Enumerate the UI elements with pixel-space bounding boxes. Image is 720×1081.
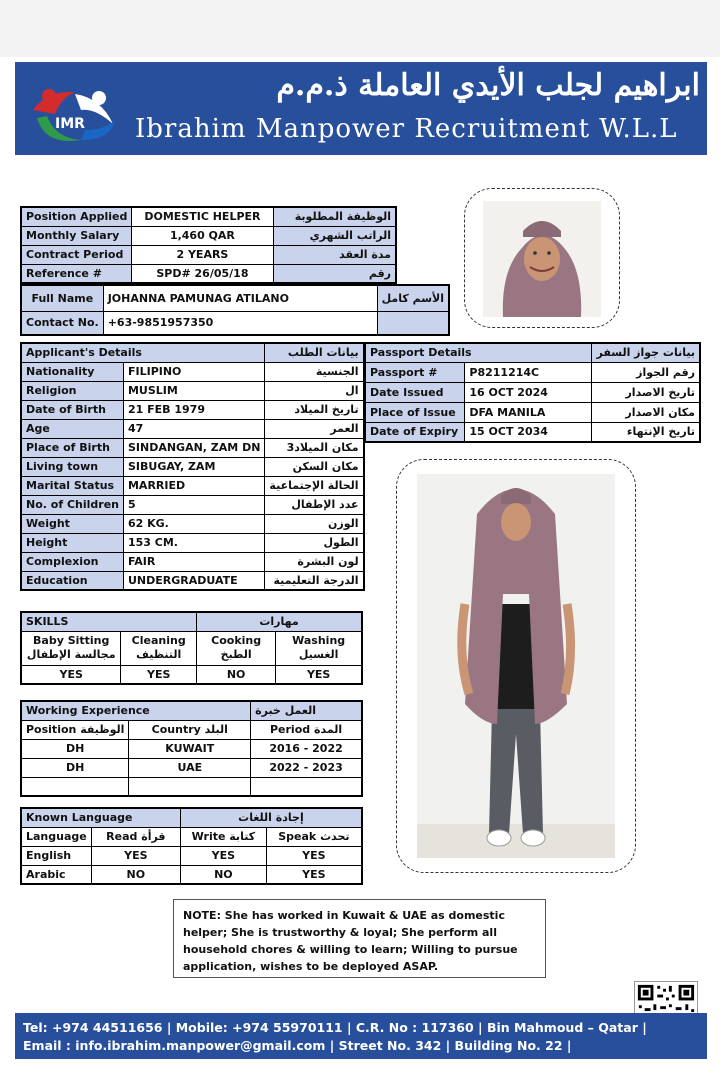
field-label-arabic: مكان الاصدار bbox=[591, 402, 700, 422]
skill-name: Washing الغسيل bbox=[276, 631, 362, 665]
field-value: P8211214C bbox=[465, 362, 591, 382]
field-value: 47 bbox=[123, 419, 264, 438]
full-name-label-arabic: الأسم كامل bbox=[377, 285, 449, 311]
company-logo bbox=[25, 68, 125, 150]
cell-position: DH bbox=[21, 758, 129, 777]
field-label-arabic: الوظيفة المطلوبة bbox=[273, 207, 396, 226]
skill-value: YES bbox=[276, 665, 362, 684]
company-banner bbox=[15, 62, 707, 155]
table-column-headers bbox=[21, 720, 362, 739]
position-table bbox=[20, 206, 397, 284]
field-value: FILIPINO bbox=[123, 362, 264, 381]
skill-value: NO bbox=[196, 665, 275, 684]
field-label: Weight bbox=[21, 514, 123, 533]
column-header: Write كتابة bbox=[180, 827, 266, 846]
cell-country: UAE bbox=[129, 758, 251, 777]
cell-write: YES bbox=[180, 846, 266, 865]
field-label-arabic: الطول bbox=[265, 533, 364, 552]
contact-value: +63-9851957350 bbox=[103, 311, 377, 335]
field-label: No. of Children bbox=[21, 495, 123, 514]
field-label-arabic: الحالة الإجتماعية bbox=[265, 476, 364, 495]
cell-speak: YES bbox=[266, 846, 362, 865]
field-label-arabic: الراتب الشهري bbox=[273, 226, 396, 245]
table-row bbox=[21, 438, 364, 457]
cell-country: KUWAIT bbox=[129, 739, 251, 758]
column-header: Period المدة bbox=[251, 720, 362, 739]
field-value: SINDANGAN, ZAM DN bbox=[123, 438, 264, 457]
field-value: FAIR bbox=[123, 552, 264, 571]
field-label-arabic: تاريخ الإنتهاء bbox=[591, 422, 700, 442]
contact-footer bbox=[15, 1013, 707, 1059]
company-name-arabic: ابراهيم لجلب الأيدي العاملة ذ.م.م bbox=[276, 68, 700, 103]
column-header: Read قرأة bbox=[91, 827, 180, 846]
contact-label: Contact No. bbox=[21, 311, 103, 335]
column-header: Country البلد bbox=[129, 720, 251, 739]
field-value: MUSLIM bbox=[123, 381, 264, 400]
cell-period bbox=[251, 777, 362, 796]
field-label-arabic: تاريخ الميلاد bbox=[265, 400, 364, 419]
cell-period: 2022 - 2023 bbox=[251, 758, 362, 777]
field-label: Monthly Salary bbox=[21, 226, 132, 245]
field-label-arabic: تاريخ الاصدار bbox=[591, 382, 700, 402]
column-header: Position الوظيفة bbox=[21, 720, 129, 739]
table-row bbox=[21, 264, 396, 283]
applicant-details-table bbox=[20, 342, 365, 591]
cell-write: NO bbox=[180, 865, 266, 884]
skill-name: Cleaning التنظيف bbox=[121, 631, 197, 665]
field-label: Living town bbox=[21, 457, 123, 476]
table-row bbox=[21, 207, 396, 226]
field-label: Education bbox=[21, 571, 123, 590]
table-column-headers bbox=[21, 827, 362, 846]
known-language-table bbox=[20, 807, 363, 885]
name-table bbox=[20, 284, 450, 336]
column-header: Speak تحدث bbox=[266, 827, 362, 846]
section-title: Working Experience bbox=[21, 701, 251, 720]
field-label: Date Issued bbox=[365, 382, 465, 402]
field-value: SIBUGAY, ZAM bbox=[123, 457, 264, 476]
table-row bbox=[21, 514, 364, 533]
cell-country bbox=[129, 777, 251, 796]
field-label-arabic: مدة العقد bbox=[273, 245, 396, 264]
section-title-arabic: مهارات bbox=[196, 612, 362, 631]
company-name-english: Ibrahim Manpower Recruitment W.L.L bbox=[135, 114, 678, 144]
table-row bbox=[21, 457, 364, 476]
field-label: Complexion bbox=[21, 552, 123, 571]
table-row bbox=[21, 495, 364, 514]
field-label: Age bbox=[21, 419, 123, 438]
field-label-arabic: رقم الجواز bbox=[591, 362, 700, 382]
field-value: 16 OCT 2024 bbox=[465, 382, 591, 402]
field-label: Place of Birth bbox=[21, 438, 123, 457]
table-row bbox=[21, 846, 362, 865]
field-value: SPD# 26/05/18 bbox=[132, 264, 273, 283]
table-row bbox=[21, 665, 362, 684]
table-row bbox=[21, 285, 449, 311]
field-value: 21 FEB 1979 bbox=[123, 400, 264, 419]
full-name-label: Full Name bbox=[21, 285, 103, 311]
field-value: 153 CM. bbox=[123, 533, 264, 552]
field-label-arabic: الدرجة التعليمية bbox=[265, 571, 364, 590]
full-name-value: JOHANNA PAMUNAG ATILANO bbox=[103, 285, 377, 311]
empty-cell bbox=[377, 311, 449, 335]
headshot-frame bbox=[464, 188, 620, 328]
section-title-arabic: العمل خبرة bbox=[251, 701, 362, 720]
table-row bbox=[21, 571, 364, 590]
field-value: 1,460 QAR bbox=[132, 226, 273, 245]
field-label: Date of Birth bbox=[21, 400, 123, 419]
cell-speak: YES bbox=[266, 865, 362, 884]
passport-details-table bbox=[364, 342, 701, 443]
field-label-arabic: رقم bbox=[273, 264, 396, 283]
field-label: Nationality bbox=[21, 362, 123, 381]
field-label: Marital Status bbox=[21, 476, 123, 495]
field-value: MARRIED bbox=[123, 476, 264, 495]
field-label-arabic: ال bbox=[265, 381, 364, 400]
field-label: Contract Period bbox=[21, 245, 132, 264]
table-row bbox=[21, 400, 364, 419]
table-header-row bbox=[21, 612, 362, 631]
field-label-arabic: العمر bbox=[265, 419, 364, 438]
cell-read: YES bbox=[91, 846, 180, 865]
section-title: Known Language bbox=[21, 808, 180, 827]
field-label-arabic: مكان السكن bbox=[265, 457, 364, 476]
cell-language: Arabic bbox=[21, 865, 91, 884]
field-label: Date of Expiry bbox=[365, 422, 465, 442]
full-body-frame bbox=[396, 459, 636, 873]
skill-name: Baby Sitting مجالسة الإطفال bbox=[21, 631, 121, 665]
table-row bbox=[365, 382, 700, 402]
field-value: 2 YEARS bbox=[132, 245, 273, 264]
section-title: SKILLS bbox=[21, 612, 196, 631]
skill-value: YES bbox=[21, 665, 121, 684]
table-row bbox=[21, 226, 396, 245]
table-row bbox=[365, 362, 700, 382]
skills-table bbox=[20, 611, 363, 685]
table-row bbox=[21, 631, 362, 665]
section-title: Applicant's Details bbox=[21, 343, 265, 362]
table-header-row bbox=[21, 808, 362, 827]
top-strip bbox=[0, 0, 720, 57]
table-row bbox=[365, 422, 700, 442]
cell-position: DH bbox=[21, 739, 129, 758]
cell-position bbox=[21, 777, 129, 796]
field-value: DOMESTIC HELPER bbox=[132, 207, 273, 226]
field-label: Reference # bbox=[21, 264, 132, 283]
skill-value: YES bbox=[121, 665, 197, 684]
field-value: UNDERGRADUATE bbox=[123, 571, 264, 590]
section-title-arabic: إجادة اللغات bbox=[180, 808, 362, 827]
field-label-arabic: لون البشرة bbox=[265, 552, 364, 571]
skill-name: Cooking الطبخ bbox=[196, 631, 275, 665]
applicant-full-body-photo bbox=[417, 474, 615, 858]
section-title-arabic: بيانات الطلب bbox=[265, 343, 364, 362]
working-experience-table bbox=[20, 700, 363, 797]
table-row bbox=[21, 381, 364, 400]
field-value: 62 KG. bbox=[123, 514, 264, 533]
field-value: 15 OCT 2034 bbox=[465, 422, 591, 442]
table-header-row bbox=[365, 343, 700, 362]
table-row bbox=[21, 739, 362, 758]
footer-line-email: Email : info.ibrahim.manpower@gmail.com | Street No. 342 | Building No. 22 | bbox=[23, 1038, 572, 1053]
field-value: 5 bbox=[123, 495, 264, 514]
cell-read: NO bbox=[91, 865, 180, 884]
table-row bbox=[365, 402, 700, 422]
table-row bbox=[21, 311, 449, 335]
table-row bbox=[21, 865, 362, 884]
field-label-arabic: مكان الميلاد3 bbox=[265, 438, 364, 457]
section-title: Passport Details bbox=[365, 343, 591, 362]
field-label-arabic: عدد الإطفال bbox=[265, 495, 364, 514]
field-label-arabic: الجنسية bbox=[265, 362, 364, 381]
svg-text:IMR: IMR bbox=[55, 116, 85, 132]
field-label: Religion bbox=[21, 381, 123, 400]
field-label: Passport # bbox=[365, 362, 465, 382]
table-row bbox=[21, 777, 362, 796]
section-title-arabic: بيانات جواز السفر bbox=[591, 343, 700, 362]
field-label: Position Applied bbox=[21, 207, 132, 226]
table-row bbox=[21, 476, 364, 495]
note-box: NOTE: She has worked in Kuwait & UAE as domestic helper; She is trustworthy & loyal; She perform all household chores & willing to learn; Willing to pursue application, wishes to be deployed ASAP. bbox=[173, 899, 546, 978]
table-row bbox=[21, 552, 364, 571]
table-row bbox=[21, 758, 362, 777]
column-header: Language bbox=[21, 827, 91, 846]
field-label: Height bbox=[21, 533, 123, 552]
field-label-arabic: الوزن bbox=[265, 514, 364, 533]
field-value: DFA MANILA bbox=[465, 402, 591, 422]
table-row bbox=[21, 533, 364, 552]
field-label: Place of Issue bbox=[365, 402, 465, 422]
cell-language: English bbox=[21, 846, 91, 865]
table-row bbox=[21, 362, 364, 381]
table-header-row bbox=[21, 701, 362, 720]
table-row bbox=[21, 419, 364, 438]
table-header-row bbox=[21, 343, 364, 362]
cell-period: 2016 - 2022 bbox=[251, 739, 362, 758]
table-row bbox=[21, 245, 396, 264]
footer-line-phone: Tel: +974 44511656 | Mobile: +974 55970111 | C.R. No : 117360 | Bin Mahmoud – Qatar | bbox=[23, 1020, 647, 1035]
applicant-headshot bbox=[483, 201, 601, 317]
